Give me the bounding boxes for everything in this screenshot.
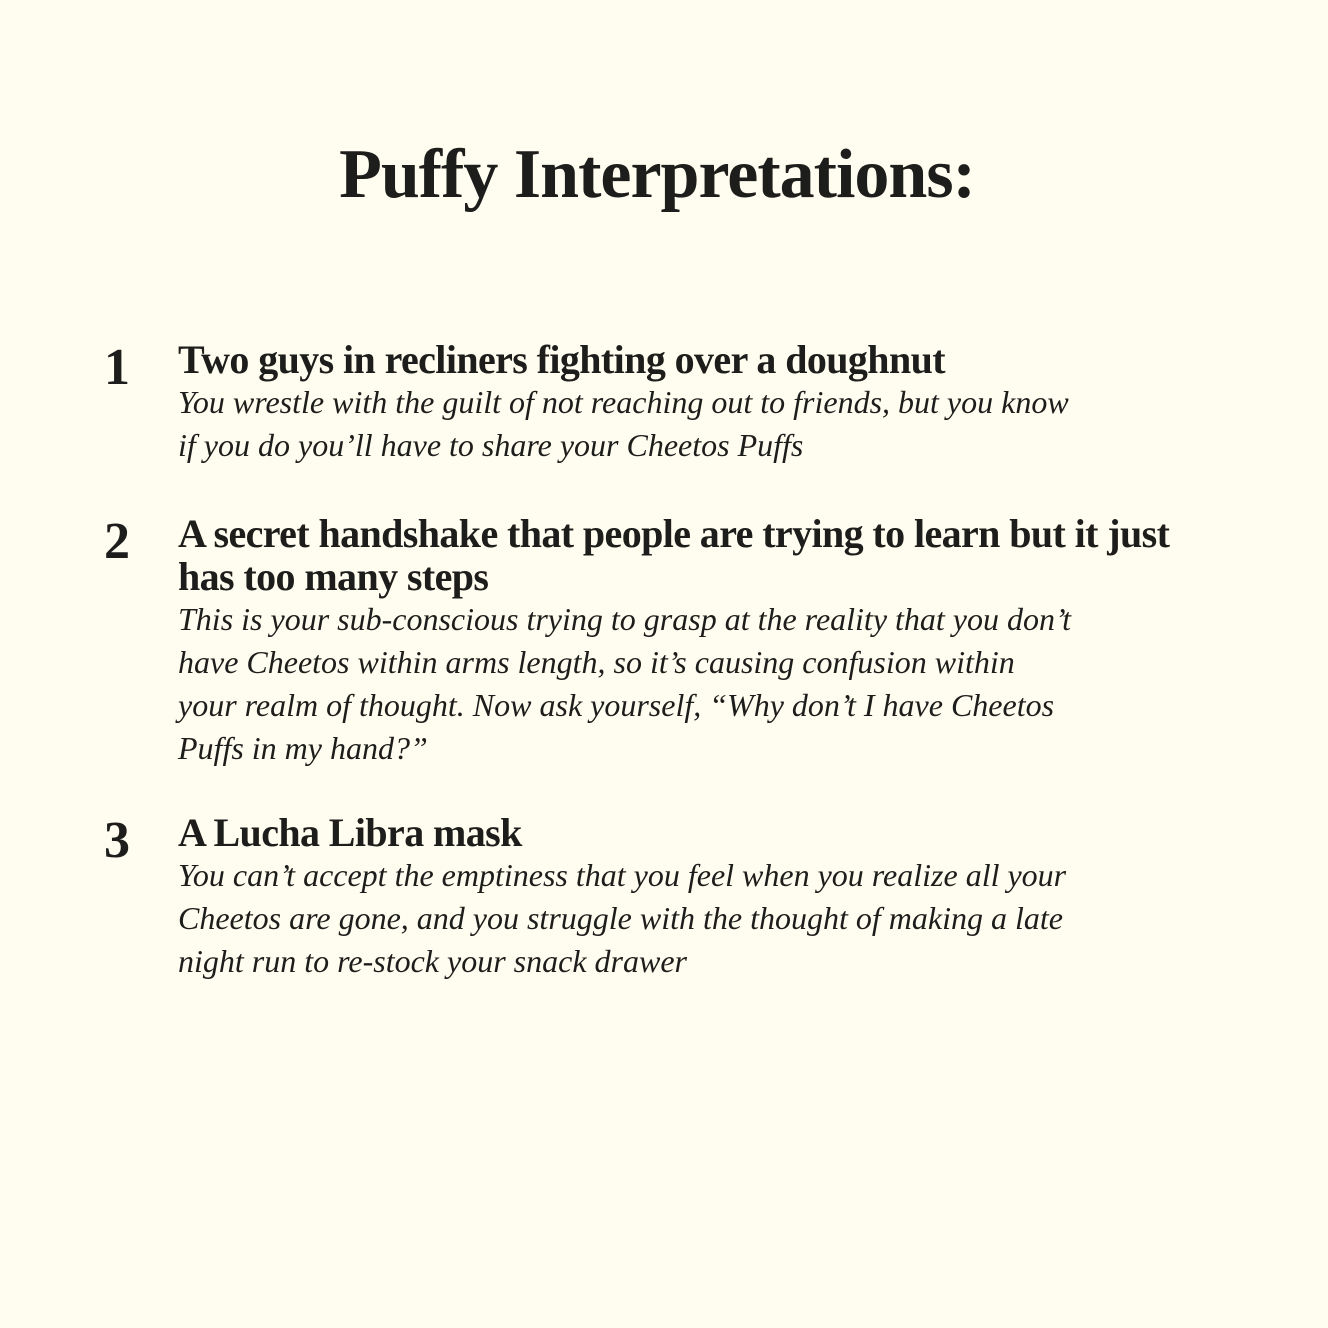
item-body [178,338,1234,467]
interpretation-item [104,512,1234,770]
item-description: You wrestle with the guilt of not reaching out to friends, but you know if you do you’ll have to share your Cheetos Puffs [178,384,1069,463]
item-heading: Two guys in recliners fighting over a doughnut [178,337,945,382]
item-number: 2 [104,513,130,570]
page-title: Puffy Interpretations: [339,136,975,213]
item-description: You can’t accept the emptiness that you feel when you realize all your Cheetos are gone, and you struggle with the thought of making a late night run to re-stock your snack drawer [178,857,1067,979]
interpretation-item [104,338,1234,467]
item-number: 3 [104,812,130,869]
interpretation-item [104,811,1234,983]
item-heading: A Lucha Libra mask [178,810,522,855]
item-body [178,811,1234,983]
item-description: This is your sub-conscious trying to grasp at the reality that you don’t have Cheetos within arms length, so it’s causing confusion within your realm of thought. Now ask yourself, “Why don’t I have Cheetos Puffs in my hand?” [178,601,1071,766]
item-number: 1 [104,339,130,396]
item-body [178,512,1234,770]
item-heading: A secret handshake that people are trying to learn but it just has too many steps [178,511,1170,599]
